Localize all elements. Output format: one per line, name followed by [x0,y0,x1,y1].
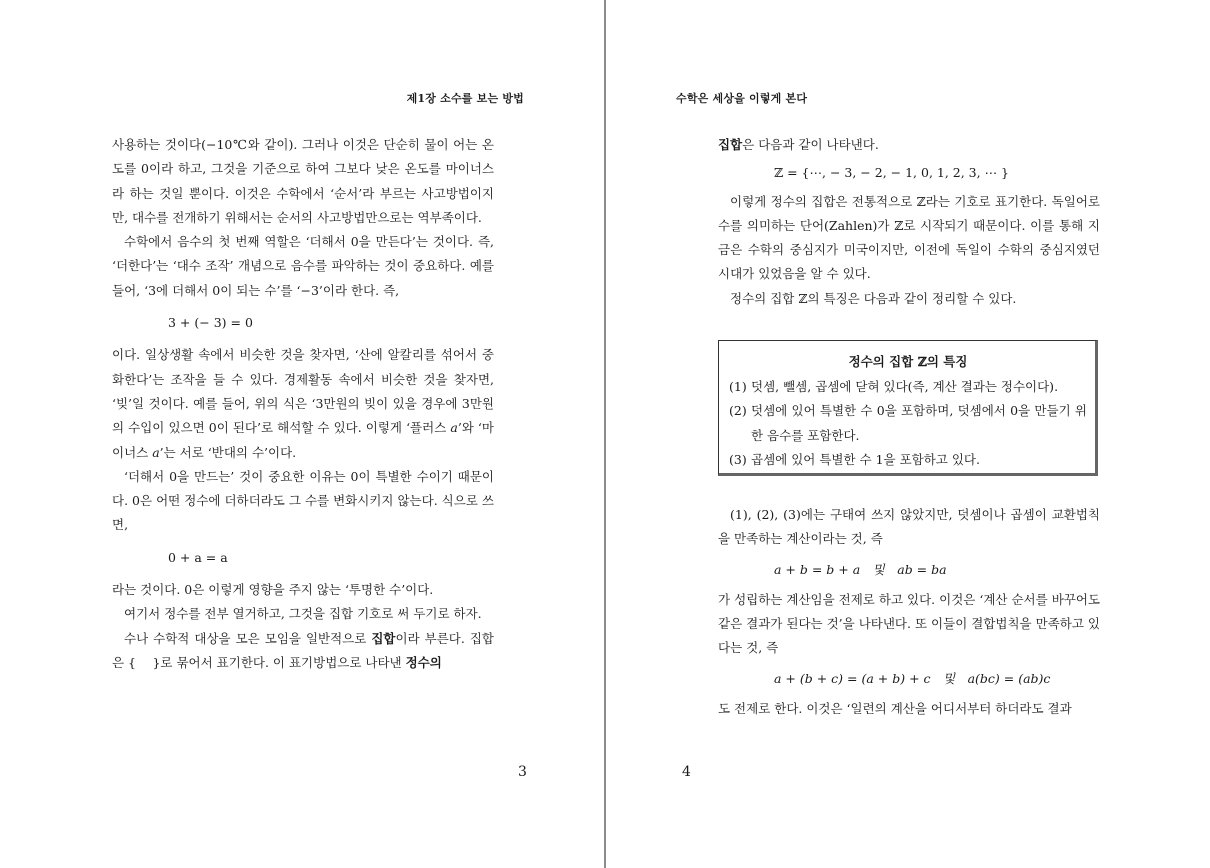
running-header: 수학은 세상을 이렇게 본다 [676,92,808,105]
feature-item: (3) 곱셈에 있어 특별한 수 1을 포함하고 있다. [729,451,980,467]
equation: 3 + (− 3) = 0 [168,315,253,331]
right-page [606,0,1210,868]
feature-item: (1) 덧셈, 뺄셈, 곱셈에 닫혀 있다(즉, 계산 결과는 정수이다). [729,379,1059,394]
left-page [0,0,604,868]
paragraph: (1), (2), (3)에는 구태여 쓰지 않았지만, 덧셈이나 곱셈이 교환법칙을 만족하는 계산이라는 것, 즉 [718,507,1100,547]
paragraph: 정수의 집합 ℤ의 특징은 다음과 같이 정리할 수 있다. [730,290,1017,306]
paragraph: 이다. 일상생활 속에서 비슷한 것을 찾자면, ‘산에 알칼리를 섞어서 중화한다’는 조작을 들 수 있다. 경제활동 속에서 비슷한 것을 찾자면, ‘빚’일 것이다. 예를 들어, 위의 식은 ‘3만원의 빚이 있을 경우에 3만원의 수입이 있으면 0이 된다’로 해석할 수 있다. 이렇게 ‘플러스 a’와 ‘마이너스 a’는 서로 ‘반대의 수’이다. [112,347,494,460]
right-page-body-top [718,133,1100,311]
paragraph: 도 전제로 한다. 이것은 ‘일련의 계산을 어디서부터 하더라도 결과 [718,701,1072,717]
paragraph: ‘더해서 0을 만드는’ 것이 중요한 이유는 0이 특별한 수이기 때문이다. 0은 어떤 정수에 더하더라도 그 수를 변화시키지 않는다. 식으로 쓰면, [112,468,494,533]
paragraph: 가 성립하는 계산임을 전제로 하고 있다. 이것은 ‘계산 순서를 바꾸어도 같은 결과가 된다는 것’을 나타낸다. 또 이들이 결합법칙을 만족하고 있다는 것, 즉 [718,591,1100,656]
right-page-body-bottom [718,503,1100,721]
equation: 0 + a = a [168,549,228,565]
page-number: 3 [518,764,527,780]
running-header: 제1장 소수를 보는 방법 [406,92,524,105]
paragraph: 여기서 정수를 전부 열거하고, 그것을 집합 기호로 써 두기로 하자. [124,606,482,622]
paragraph: 집합은 다음과 같이 나타낸다. [718,137,879,152]
feature-box [718,340,1098,476]
paragraph: 수학에서 음수의 첫 번째 역할은 ‘더해서 0을 만든다’는 것이다. 즉, ‘더한다’는 ‘대수 조작’ 개념으로 음수를 파악하는 것이 중요하다. 예를 들어, ‘3에 더해서 0이 되는 수’를 ‘−3’이라 한다. 즉, [112,234,494,298]
paragraph: 수나 수학적 대상을 모은 모임을 일반적으로 집합이라 부른다. 집합은 { }로 묶어서 표기한다. 이 표기방법으로 나타낸 정수의 [112,630,494,670]
paragraph: 사용하는 것이다(−10℃와 같이). 그러나 이것은 단순히 물이 어는 온도를 0이라 하고, 그것을 기준으로 하여 그보다 낮은 온도를 마이너스라 하는 것일 뿐이다. 이것은 수학에서 ‘순서’라 부르는 사고방법이지만, 대수를 전개하기 위해서는 순서의 사고방법만으로는 역부족이다. [112,137,494,225]
feature-box-title: 정수의 집합 ℤ의 특징 [848,354,968,369]
equation: a + (b + c) = (a + b) + c 및 a(bc) = (ab)c [774,670,1051,686]
equation: a + b = b + a 및 ab = ba [774,561,947,577]
paragraph: 라는 것이다. 0은 이렇게 영향을 주지 않는 ‘투명한 수’이다. [112,582,434,598]
equation: ℤ = {⋯, − 3, − 2, − 1, 0, 1, 2, 3, ⋯ } [774,165,1010,181]
paragraph: 이렇게 정수의 집합은 전통적으로 ℤ라는 기호로 표기한다. 독일어로 수를 의미하는 단어(Zahlen)가 ℤ로 시작되기 때문이다. 이를 통해 지금은 수학의 중심지가 미국이지만, 이전에 독일이 수학의 중심지였던 시대가 있었음을 알 수 있다. [718,193,1100,282]
feature-item: (2) 덧셈에 있어 특별한 수 0을 포함하며, 덧셈에서 0을 만들기 위한 음수를 포함한다. [729,403,1087,443]
page-number: 4 [682,764,691,780]
left-page-body [112,133,494,675]
